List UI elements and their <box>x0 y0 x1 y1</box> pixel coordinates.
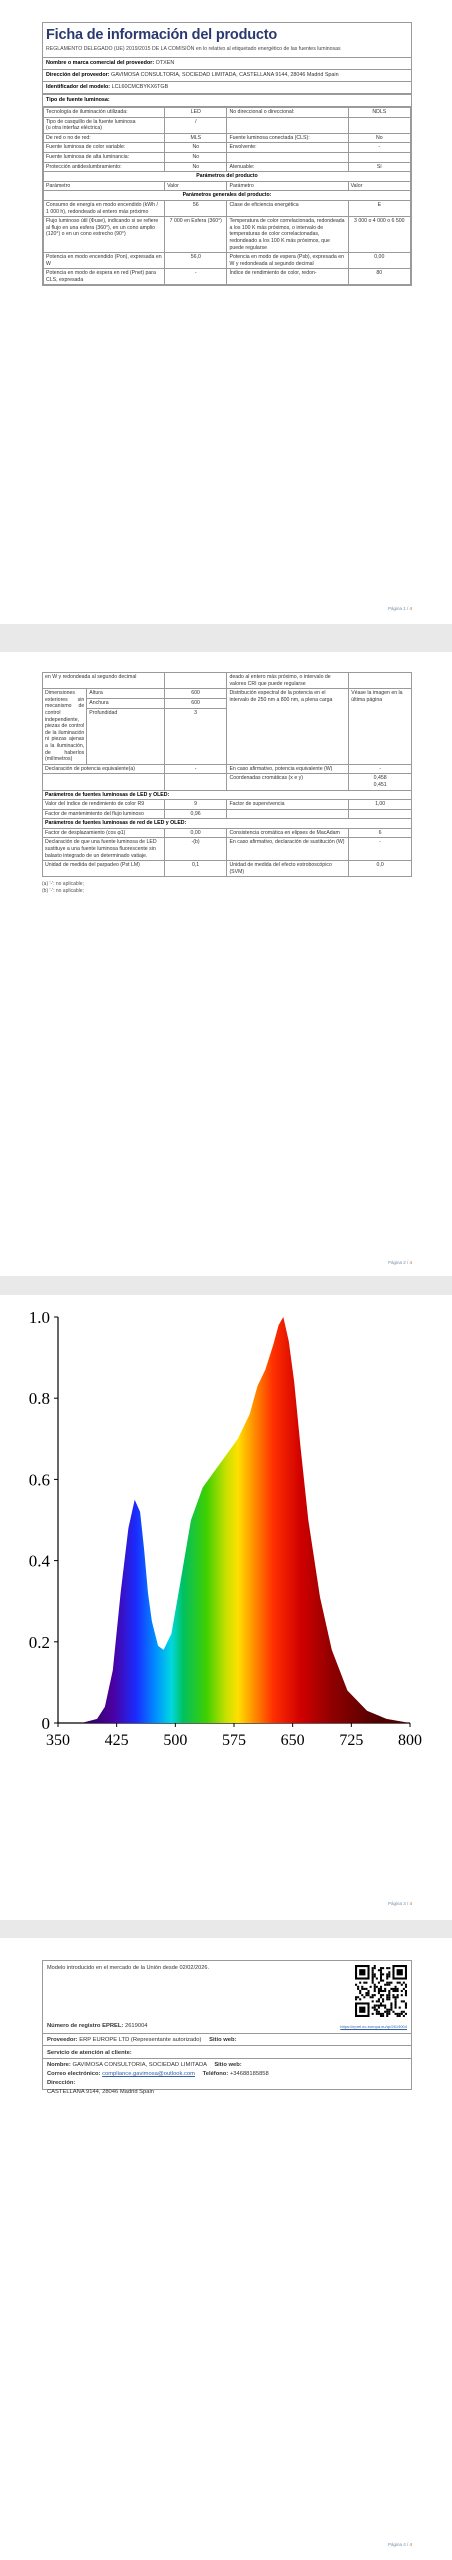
page-3 <box>0 1295 452 1920</box>
provider-value: ERP EUROPE LTD (Representante autorizado) <box>79 2037 202 2043</box>
product-sheet-frame-2 <box>42 672 412 895</box>
x-tick-label: 350 <box>46 1732 70 1749</box>
provider-label: Proveedor: <box>47 2037 78 2043</box>
cont-cell-3: deado al entero más próximo, o intervalo de valores CRI que puede regularse <box>227 673 349 689</box>
y-tick-label: 0.8 <box>28 1389 50 1409</box>
table-cell: - <box>348 143 410 153</box>
table-cell: Flujo luminoso útil (Φuse), indicando si se refiere al flujo en una esfera (360°), en un cono amplio (120°) o en un cono estrecho (90°) <box>44 217 165 253</box>
table-row <box>43 838 412 861</box>
table-cell: Coordenadas cromáticas (x e y) <box>227 774 349 790</box>
service-web-label: Sitio web: <box>214 2062 242 2068</box>
col-value-2: Valor <box>348 181 410 191</box>
table-row <box>44 162 411 172</box>
table-cell: Envolvente: <box>227 143 348 153</box>
table-cell: Índice de rendimiento de color, redon- <box>227 269 348 285</box>
dim-label-height: Altura <box>87 689 164 699</box>
cont-cell-2 <box>164 673 227 689</box>
table-cell: Sí <box>348 162 410 172</box>
table-cell: LED <box>165 108 227 118</box>
table-cell: 1,00 <box>349 800 412 810</box>
table-cell: / <box>165 117 227 133</box>
table-row <box>44 152 411 162</box>
y-tick-label: 0 <box>41 1714 50 1733</box>
led-oled-header: Parámetros de fuentes luminosas de LED y OLED: <box>43 790 412 800</box>
table-row <box>44 143 411 153</box>
table-cell: 0,1 <box>164 861 227 877</box>
table-cell: Declaración de que una fuente luminosa de LED sustituye a una fuente luminosa fluorescente sin balasto integrado de un determinado vatiaje. <box>43 838 165 861</box>
eprel-label: Número de registro EPREL: <box>47 2023 124 2029</box>
brand-label: Nombre o marca comercial del proveedor: <box>46 60 155 66</box>
table-cell: Tecnología de iluminación utilizada: <box>44 108 165 118</box>
table-cell: 56 <box>165 200 227 216</box>
table-cell: Fuente luminosa de alta luminancia: <box>44 152 165 162</box>
table-row <box>44 133 411 143</box>
table-row <box>44 253 411 269</box>
spectral-value: Véase la imagen en la última página <box>349 689 412 765</box>
model-row <box>43 82 411 95</box>
page-title: Ficha de información del producto <box>46 27 278 43</box>
col-param-2: Parámetro <box>227 181 348 191</box>
page-number-3: Página 3 / 4 <box>387 1901 412 1906</box>
table-cell: Unidad de medida del efecto estroboscópico (SVM) <box>227 861 349 877</box>
table-cell: Atenuable: <box>227 162 348 172</box>
table-cell: No <box>165 143 227 153</box>
table-cell: - <box>349 838 412 861</box>
table-row <box>44 200 411 216</box>
dim-value-width: 600 <box>164 698 227 708</box>
page-number-4: Página 4 / 4 <box>387 2542 412 2547</box>
supplier-address-row <box>43 70 411 82</box>
x-tick-label: 425 <box>104 1732 129 1749</box>
dim-value-height: 600 <box>164 689 227 699</box>
phone-label: Teléfono: <box>202 2071 229 2077</box>
table-cell: 0,458 0,451 <box>349 774 412 790</box>
params-table-cont <box>42 672 412 877</box>
eprel-link[interactable]: https://eprel.ec.europa.eu/qr/2619004 <box>340 2024 407 2029</box>
table-cell <box>227 152 348 162</box>
table-cell: En caso afirmativo, declaración de sustitución (W) <box>227 838 349 861</box>
col-param-1: Parámetro <box>44 181 165 191</box>
table-cell: Tipo de casquillo de la fuente luminosa (u otra interfaz eléctrica) <box>44 117 165 133</box>
light-source-type-label: Tipo de fuente luminosa: <box>46 97 110 103</box>
table-cell: 56,0 <box>165 253 227 269</box>
spectral-label: Distribución espectral de la potencia en el intervalo de 250 nm a 800 nm, a plena carga <box>227 689 349 765</box>
table-cell <box>227 809 349 819</box>
table-cell: MLS <box>165 133 227 143</box>
table-row <box>44 269 411 285</box>
note-a: (a) '-': no aplicable; <box>42 881 84 888</box>
table-cell <box>349 809 412 819</box>
light-source-table <box>43 107 411 285</box>
col-value-1: Valor <box>165 181 227 191</box>
table-cell: Clase de eficiencia energética <box>227 200 348 216</box>
table-cell: Factor de supervivencia <box>227 800 349 810</box>
dim-label-width: Anchura <box>87 698 164 708</box>
table-cell: En caso afirmativo, potencia equivalente (W) <box>227 764 349 774</box>
cont-cell-1: en W y redondeada al segundo decimal <box>43 673 165 689</box>
eprel-number: 2619004 <box>124 2023 148 2029</box>
table-cell: No direccional o direccional: <box>227 108 348 118</box>
dim-label-depth: Profundidad <box>87 708 164 764</box>
x-tick-label: 800 <box>398 1732 422 1749</box>
table-cell <box>348 152 410 162</box>
table-cell: - <box>164 764 227 774</box>
x-tick-label: 500 <box>163 1732 188 1749</box>
y-tick-label: 0.4 <box>28 1551 50 1571</box>
table-cell: Potencia en modo de espera (Psb), expresada en W y redondeada al segundo decimal <box>227 253 348 269</box>
address-value: CASTELLANA 9144, 28046 Madrid Spain <box>47 2089 154 2095</box>
table-row <box>43 764 412 774</box>
table-cell <box>227 117 348 133</box>
address-label: Dirección: <box>47 2080 76 2086</box>
table-cell: Temperatura de color correlacionada, redondeada a los 100 K más próximos, o intervalo de temperaturas de color correlacionadas, redondeado a los 100 K más próximos, que puede regularse <box>227 217 348 253</box>
model-label: Identificador del modelo: <box>46 84 111 90</box>
table-row <box>44 108 411 118</box>
table-row <box>43 800 412 810</box>
product-sheet-frame <box>42 22 412 286</box>
supplier-address-label: Dirección del proveedor: <box>46 72 110 78</box>
table-cell: No <box>348 133 410 143</box>
spectral-chart <box>0 1295 452 1815</box>
table-cell: Potencia en modo de espera en red (Pnet) para CLS, expresada <box>44 269 165 285</box>
table-cell: - <box>165 269 227 285</box>
x-tick-label: 575 <box>222 1732 246 1749</box>
table-row <box>43 828 412 838</box>
email-label: Correo electrónico: <box>47 2071 101 2077</box>
table-cell <box>43 774 165 790</box>
page-number-2: Página 2 / 4 <box>387 1260 412 1265</box>
spectrum-area <box>58 1317 410 1723</box>
table-cell: 0,00 <box>348 253 410 269</box>
x-tick-label: 725 <box>339 1732 364 1749</box>
service-label: Servicio de atención al cliente: <box>47 2050 132 2056</box>
table-cell: 0,96 <box>164 809 227 819</box>
y-tick-label: 0.6 <box>28 1470 50 1490</box>
table-cell: Fuente luminosa de color variable: <box>44 143 165 153</box>
y-tick-label: 0.2 <box>28 1632 50 1652</box>
table-row <box>43 774 412 790</box>
table-cell: 80 <box>348 269 410 285</box>
table-cell: Factor de mantenimiento del flujo luminoso <box>43 809 165 819</box>
customer-service-block <box>43 2045 411 2100</box>
cont-cell-4 <box>349 673 412 689</box>
table-cell: Factor de desplazamiento (cos φ1) <box>43 828 165 838</box>
model-value: LCL60CMCBYKX6TGB <box>111 84 169 90</box>
y-tick-label: 1.0 <box>28 1308 50 1327</box>
qr-code-icon <box>355 1965 407 2017</box>
name-label: Nombre: <box>47 2062 71 2068</box>
table-cell: - <box>349 764 412 774</box>
table-cell: Protección antideslumbramiento: <box>44 162 165 172</box>
light-source-type-row <box>43 95 411 107</box>
table-cell: -(b) <box>164 838 227 861</box>
page-1 <box>0 0 452 624</box>
table-row <box>44 117 411 133</box>
table-cell: E <box>348 200 410 216</box>
table-cell: No <box>165 162 227 172</box>
note-b: (b) '-': no aplicable; <box>42 888 84 895</box>
table-cell: Consistencia cromática en elipses de MacAdam <box>227 828 349 838</box>
brand-row <box>43 58 411 70</box>
general-params-header: Parámetros generales del producto: <box>44 191 411 201</box>
table-cell: Unidad de medida del parpadeo (Pst LM) <box>43 861 165 877</box>
page-2 <box>0 652 452 1276</box>
table-cell: Declaración de potencia equivalente(a) <box>43 764 165 774</box>
mains-header: Parámetros de fuentes luminosas de red de LED y OLED: <box>43 819 412 829</box>
table-cell: 9 <box>164 800 227 810</box>
dim-value-depth: 3 <box>164 708 227 764</box>
params-header: Parámetros del producto <box>44 172 411 182</box>
table-cell: No <box>165 152 227 162</box>
table-cell: 0,0 <box>349 861 412 877</box>
phone-value: +34688185858 <box>229 2071 269 2077</box>
email-link[interactable]: compliance.gavimosa@outlook.com <box>102 2071 195 2077</box>
table-cell <box>164 774 227 790</box>
name-value: GAVIMOSA CONSULTORIA, SOCIEDAD LIMITADA <box>72 2062 207 2068</box>
regulation-text: REGLAMENTO DELEGADO (UE) 2019/2015 DE LA COMISIÓN en lo relativo al etiquetado energético de las fuentes luminosas <box>43 45 411 58</box>
supplier-address-value: GAVIMOSA CONSULTORIA, SOCIEDAD LIMITADA, CASTELLANA 9144, 28046 Madrid Spain <box>111 72 339 78</box>
table-cell <box>348 117 410 133</box>
table-cell: 0,00 <box>164 828 227 838</box>
table-cell: De red o no de red: <box>44 133 165 143</box>
table-cell: Potencia en modo encendido (Pon), expresada en W <box>44 253 165 269</box>
table-cell: Fuente luminosa conectada (CLS): <box>227 133 348 143</box>
dims-label: Dimensiones exteriores sin mecanismo de control independiente, piezas de control de la iluminación ni piezas ajenas a la iluminación, de haberlos (milímetros) <box>43 689 87 765</box>
table-cell: Consumo de energía en modo encendido (kWh / 1 000 h), redondeado al entero más próximo <box>44 200 165 216</box>
table-cell: 7 000 en Esfera (360°) <box>165 217 227 253</box>
table-cell: NDLS <box>348 108 410 118</box>
market-date: Modelo introducido en el mercado de la Unión desde 02/02/2026. <box>47 1965 210 1971</box>
x-tick-label: 650 <box>280 1732 305 1749</box>
page-4 <box>0 1938 452 2560</box>
page-number: Página 1 / 4 <box>387 606 412 611</box>
table-cell: 3 000 o 4 000 o 6 500 <box>348 217 410 253</box>
table-row <box>43 809 412 819</box>
table-cell: Valor del índice de rendimiento de color R9 <box>43 800 165 810</box>
table-row <box>44 217 411 253</box>
brand-value: OTXEN <box>155 60 175 66</box>
eprel-row <box>47 2023 407 2029</box>
provider-web-label: Sitio web: <box>209 2037 237 2043</box>
table-cell: 6 <box>349 828 412 838</box>
eprel-frame <box>42 1960 412 2095</box>
table-row <box>43 861 412 877</box>
